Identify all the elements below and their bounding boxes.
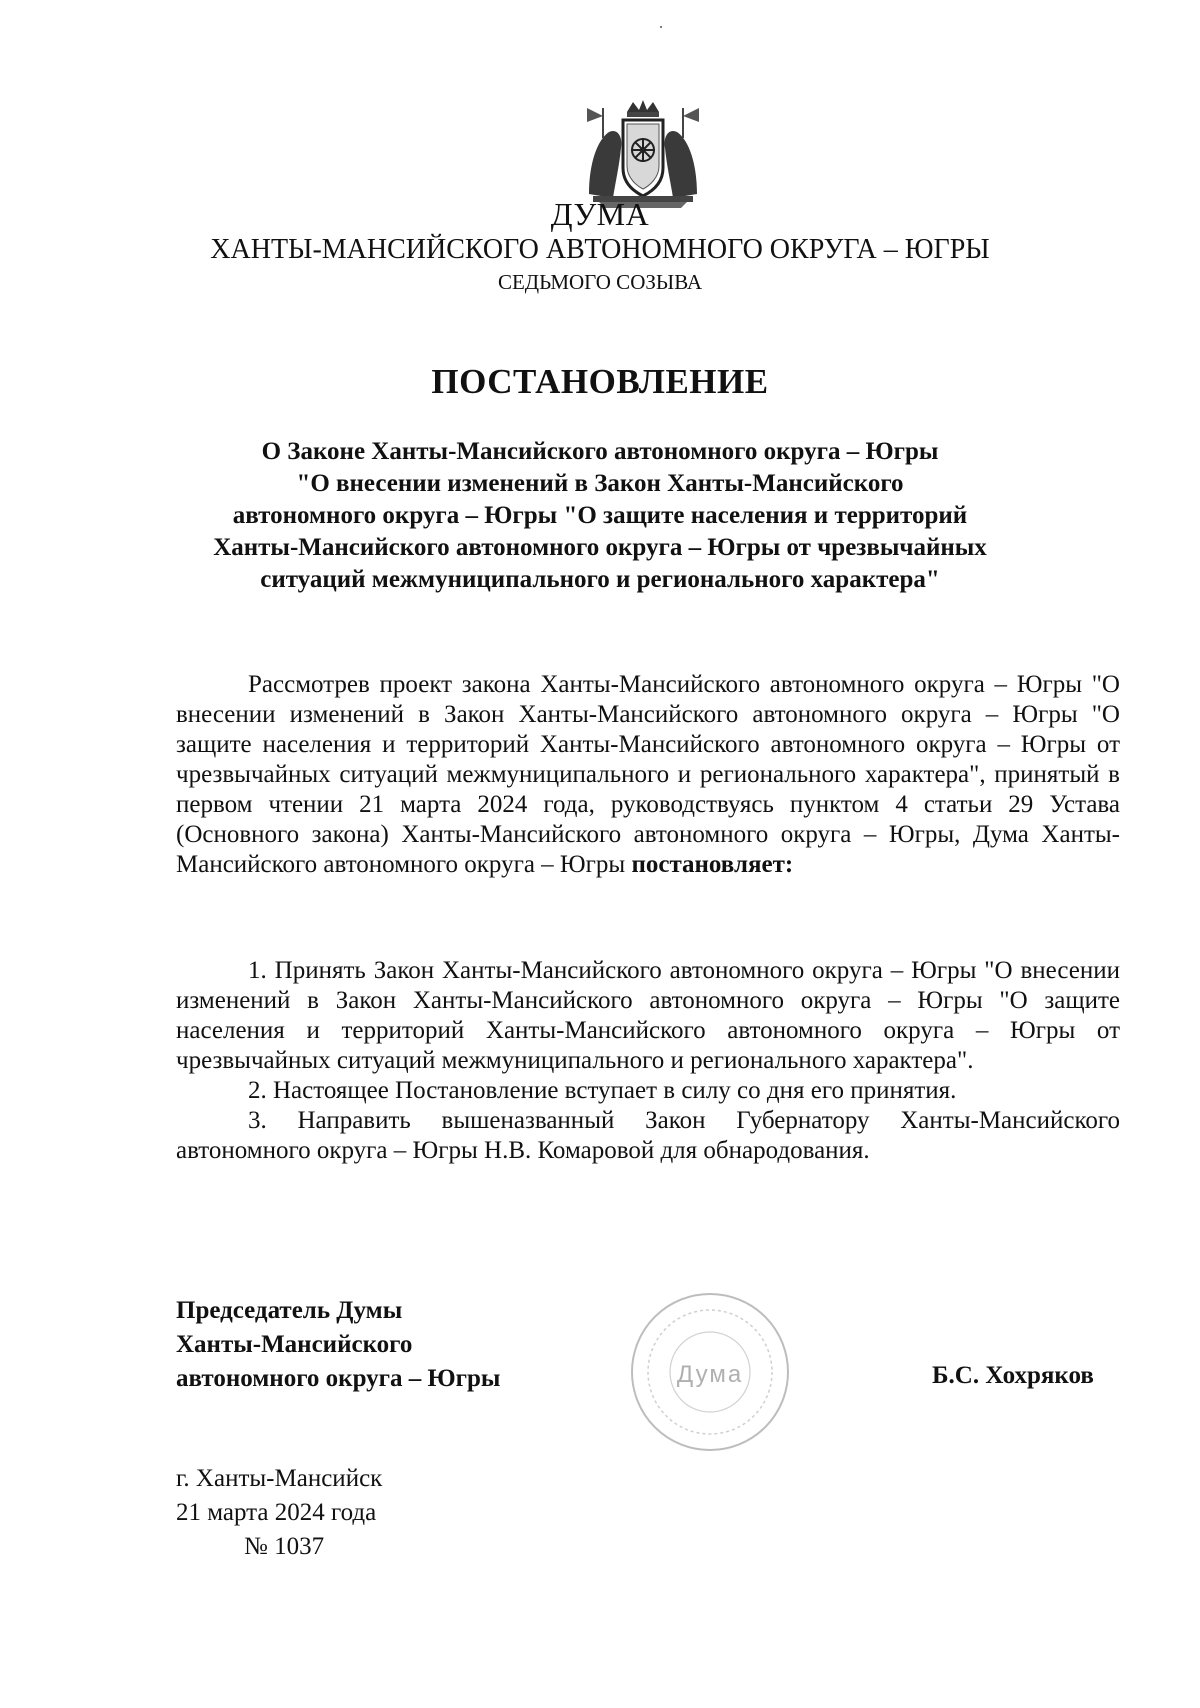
resolution-items	[176, 956, 1120, 1166]
document-type-heading: ПОСТАНОВЛЕНИЕ	[431, 362, 769, 401]
scan-speck	[660, 26, 662, 28]
document-number: № 1037	[244, 1533, 325, 1560]
subject-line: О Законе Ханты-Мансийского автономного округа – Югры	[261, 438, 939, 465]
signatory-name: Б.С. Хохряков	[932, 1362, 1094, 1389]
decision-word: постановляет:	[631, 851, 794, 878]
convocation: СЕДЬМОГО СОЗЫВА	[497, 270, 703, 294]
resolution-item-2: 2. Настоящее Постановление вступает в силу со дня его принятия.	[248, 1077, 957, 1104]
position-line: Ханты-Мансийского	[176, 1331, 413, 1358]
region-name: ХАНТЫ-МАНСИЙСКОГО АВТОНОМНОГО ОКРУГА – ЮГРЫ	[210, 234, 990, 265]
subject-line: "О внесении изменений в Закон Ханты-Мансийского	[296, 470, 904, 497]
resolution-item-1: 1. Принять Закон Ханты-Мансийского автономного округа – Югры "О внесении изменений в Закон Ханты-Мансийского автономного округа – Югры "О защите населения и территорий Ханты-Мансийского автономного округа – Югры от чрезвычайных ситуаций межмуниципального и регионального характера".	[176, 957, 1120, 1074]
position-line: Председатель Думы	[176, 1297, 403, 1324]
preamble-text: Рассмотрев проект закона Ханты-Мансийского автономного округа – Югры "О внесении изменений в Закон Ханты-Мансийского автономного округа – Югры "О защите населения и территорий Ханты-Мансийского автономного округа – Югры от чрезвычайных ситуаций межмуниципального и регионального характера", принятый в первом чтении 21 марта 2024 года, руководствуясь пунктом 4 статьи 29 Устава (Основного закона) Ханты-Мансийского автономного округа – Югры, Дума Ханты-Мансийского автономного округа – Югры	[176, 671, 1120, 878]
preamble-paragraph	[176, 670, 1120, 880]
resolution-item-3: 3. Направить вышеназванный Закон Губернатору Ханты-Мансийского автономного округа – Югры Н.В. Комаровой для обнародования.	[176, 1107, 1120, 1164]
organization-title: ДУМА	[550, 196, 650, 232]
subject-line: Ханты-Мансийского автономного округа – Югры от чрезвычайных	[213, 534, 987, 561]
coat-of-arms-emblem	[583, 98, 703, 210]
signatory-position	[176, 1294, 500, 1396]
stamp-text: Дума	[676, 1361, 744, 1388]
official-stamp	[628, 1290, 792, 1454]
subject-line: автономного округа – Югры "О защите населения и территорий	[232, 502, 968, 529]
subject-line: ситуаций межмуниципального и регионального характера"	[260, 566, 940, 593]
place-of-adoption: г. Ханты-Мансийск	[176, 1465, 383, 1492]
document-footer	[176, 1462, 382, 1564]
document-subject	[0, 436, 1200, 596]
date-of-adoption: 21 марта 2024 года	[176, 1499, 377, 1526]
position-line: автономного округа – Югры	[176, 1365, 501, 1392]
